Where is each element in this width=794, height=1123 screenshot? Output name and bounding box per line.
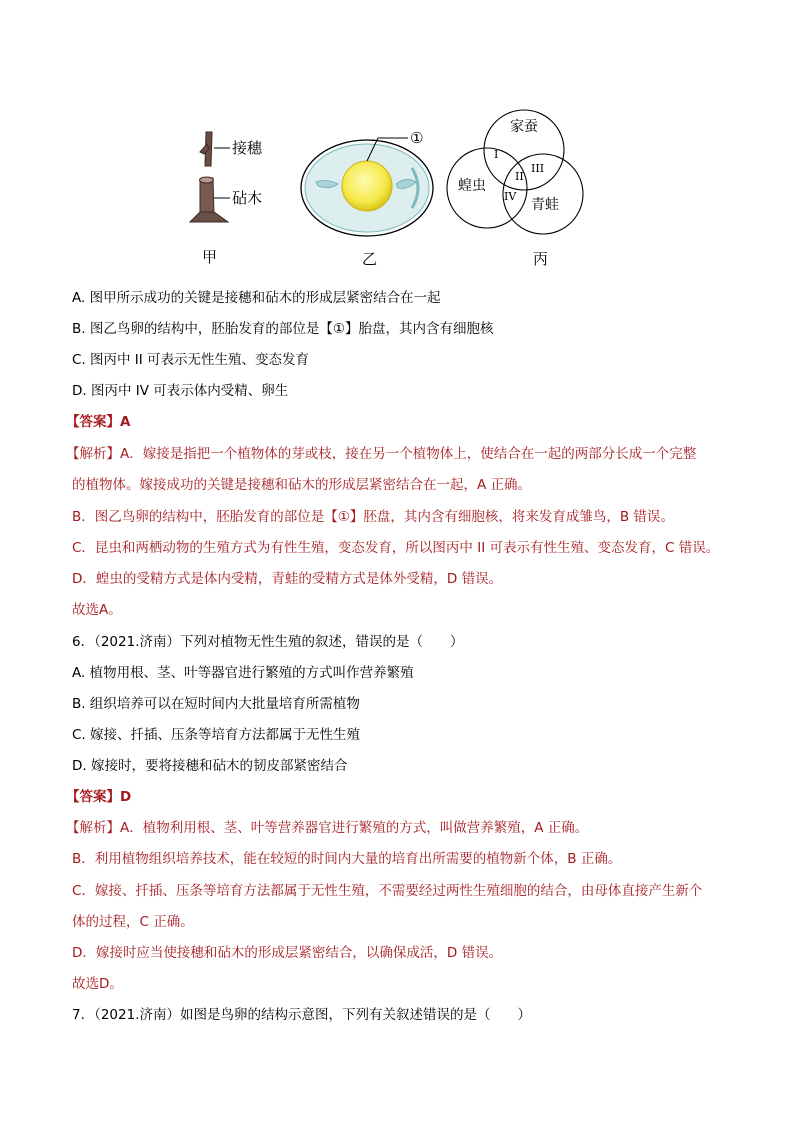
q5-option-c: C. 图丙中 II 可表示无性生殖、变态发育 [72, 352, 310, 368]
q6-analysis-line-3: C．嫁接、扦插、压条等培育方法都属于无性生殖，不需要经过两性生殖细胞的结合，由母体直接产生新个 [72, 883, 703, 899]
q5-analysis-line-5: D．蝗虫的受精方式是体内受精，青蛙的受精方式是体外受精，D 错误。 [72, 571, 503, 587]
q6-stem: 6．（2021.济南）下列对植物无性生殖的叙述，错误的是（ ） [72, 634, 464, 650]
q6-analysis-line-4: 体的过程，C 正确。 [72, 914, 194, 930]
q5-analysis-line-3: B．图乙鸟卵的结构中，胚胎发育的部位是【①】胚盘，其内含有细胞核，将来发育成雏鸟，B 错误。 [72, 509, 674, 525]
venn-label-frog: 青蛙 [531, 197, 559, 213]
q5-conclusion: 故选A。 [72, 602, 122, 618]
q5-option-b: B. 图乙鸟卵的结构中，胚胎发育的部位是【①】胎盘，其内含有细胞核 [72, 321, 494, 337]
rootstock-label: 砧木 [232, 189, 263, 207]
figure-caption-jia: 甲 [202, 248, 218, 266]
venn-label-silkworm: 家蚕 [510, 119, 538, 135]
q6-answer: 【答案】D [66, 789, 132, 805]
q6-option-b: B. 组织培养可以在短时间内大批量培育所需植物 [72, 696, 360, 712]
q6-analysis-line-1: 【解析】A．植物利用根、茎、叶等营养器官进行繁殖的方式，叫做营养繁殖，A 正确。 [66, 820, 589, 836]
figure-caption-bing: 丙 [533, 250, 549, 268]
venn-region-3: III [531, 162, 545, 175]
q5-analysis-line-2: 的植物体。嫁接成功的关键是接穗和砧木的形成层紧密结合在一起，A 正确。 [72, 477, 532, 493]
scion-label: 接穗 [232, 139, 263, 157]
q6-option-a: A. 植物用根、茎、叶等器官进行繁殖的方式叫作营养繁殖 [72, 665, 414, 681]
venn-region-1: I [494, 148, 499, 161]
q5-analysis-line-4: C．昆虫和两栖动物的生殖方式为有性生殖，变态发育，所以图丙中 II 可表示有性生殖、变态发育，C 错误。 [72, 540, 720, 556]
figure-caption-yi: 乙 [362, 250, 378, 268]
q5-option-a: A. 图甲所示成功的关键是接穗和砧木的形成层紧密结合在一起 [72, 290, 441, 306]
q6-conclusion: 故选D。 [72, 976, 123, 992]
figure-panel [180, 104, 600, 274]
q5-analysis-line-1: 【解析】A．嫁接是指把一个植物体的芽或枝，接在另一个植物体上，使结合在一起的两部分长成一个完整 [66, 446, 697, 462]
q6-option-d: D. 嫁接时，要将接穗和砧木的韧皮部紧密结合 [72, 758, 348, 774]
q6-analysis-line-2: B．利用植物组织培养技术，能在较短的时间内大量的培育出所需要的植物新个体，B 正确。 [72, 851, 622, 867]
q5-option-d: D. 图丙中 IV 可表示体内受精、卵生 [72, 383, 289, 399]
venn-region-4: IV [504, 190, 517, 203]
q7-stem: 7．（2021.济南）如图是鸟卵的结构示意图，下列有关叙述错误的是（ ） [72, 1007, 531, 1023]
graft-illustration [190, 132, 230, 222]
yolk-marker-label: ① [410, 129, 424, 147]
venn-label-locust: 蝗虫 [458, 178, 486, 194]
venn-region-2: II [515, 170, 524, 183]
q5-answer: 【答案】A [66, 414, 131, 430]
bird-egg-illustration [301, 138, 433, 236]
q6-option-c: C. 嫁接、扦插、压条等培育方法都属于无性生殖 [72, 727, 361, 743]
q6-analysis-line-5: D．嫁接时应当使接穗和砧木的形成层紧密结合，以确保成活，D 错误。 [72, 945, 503, 961]
